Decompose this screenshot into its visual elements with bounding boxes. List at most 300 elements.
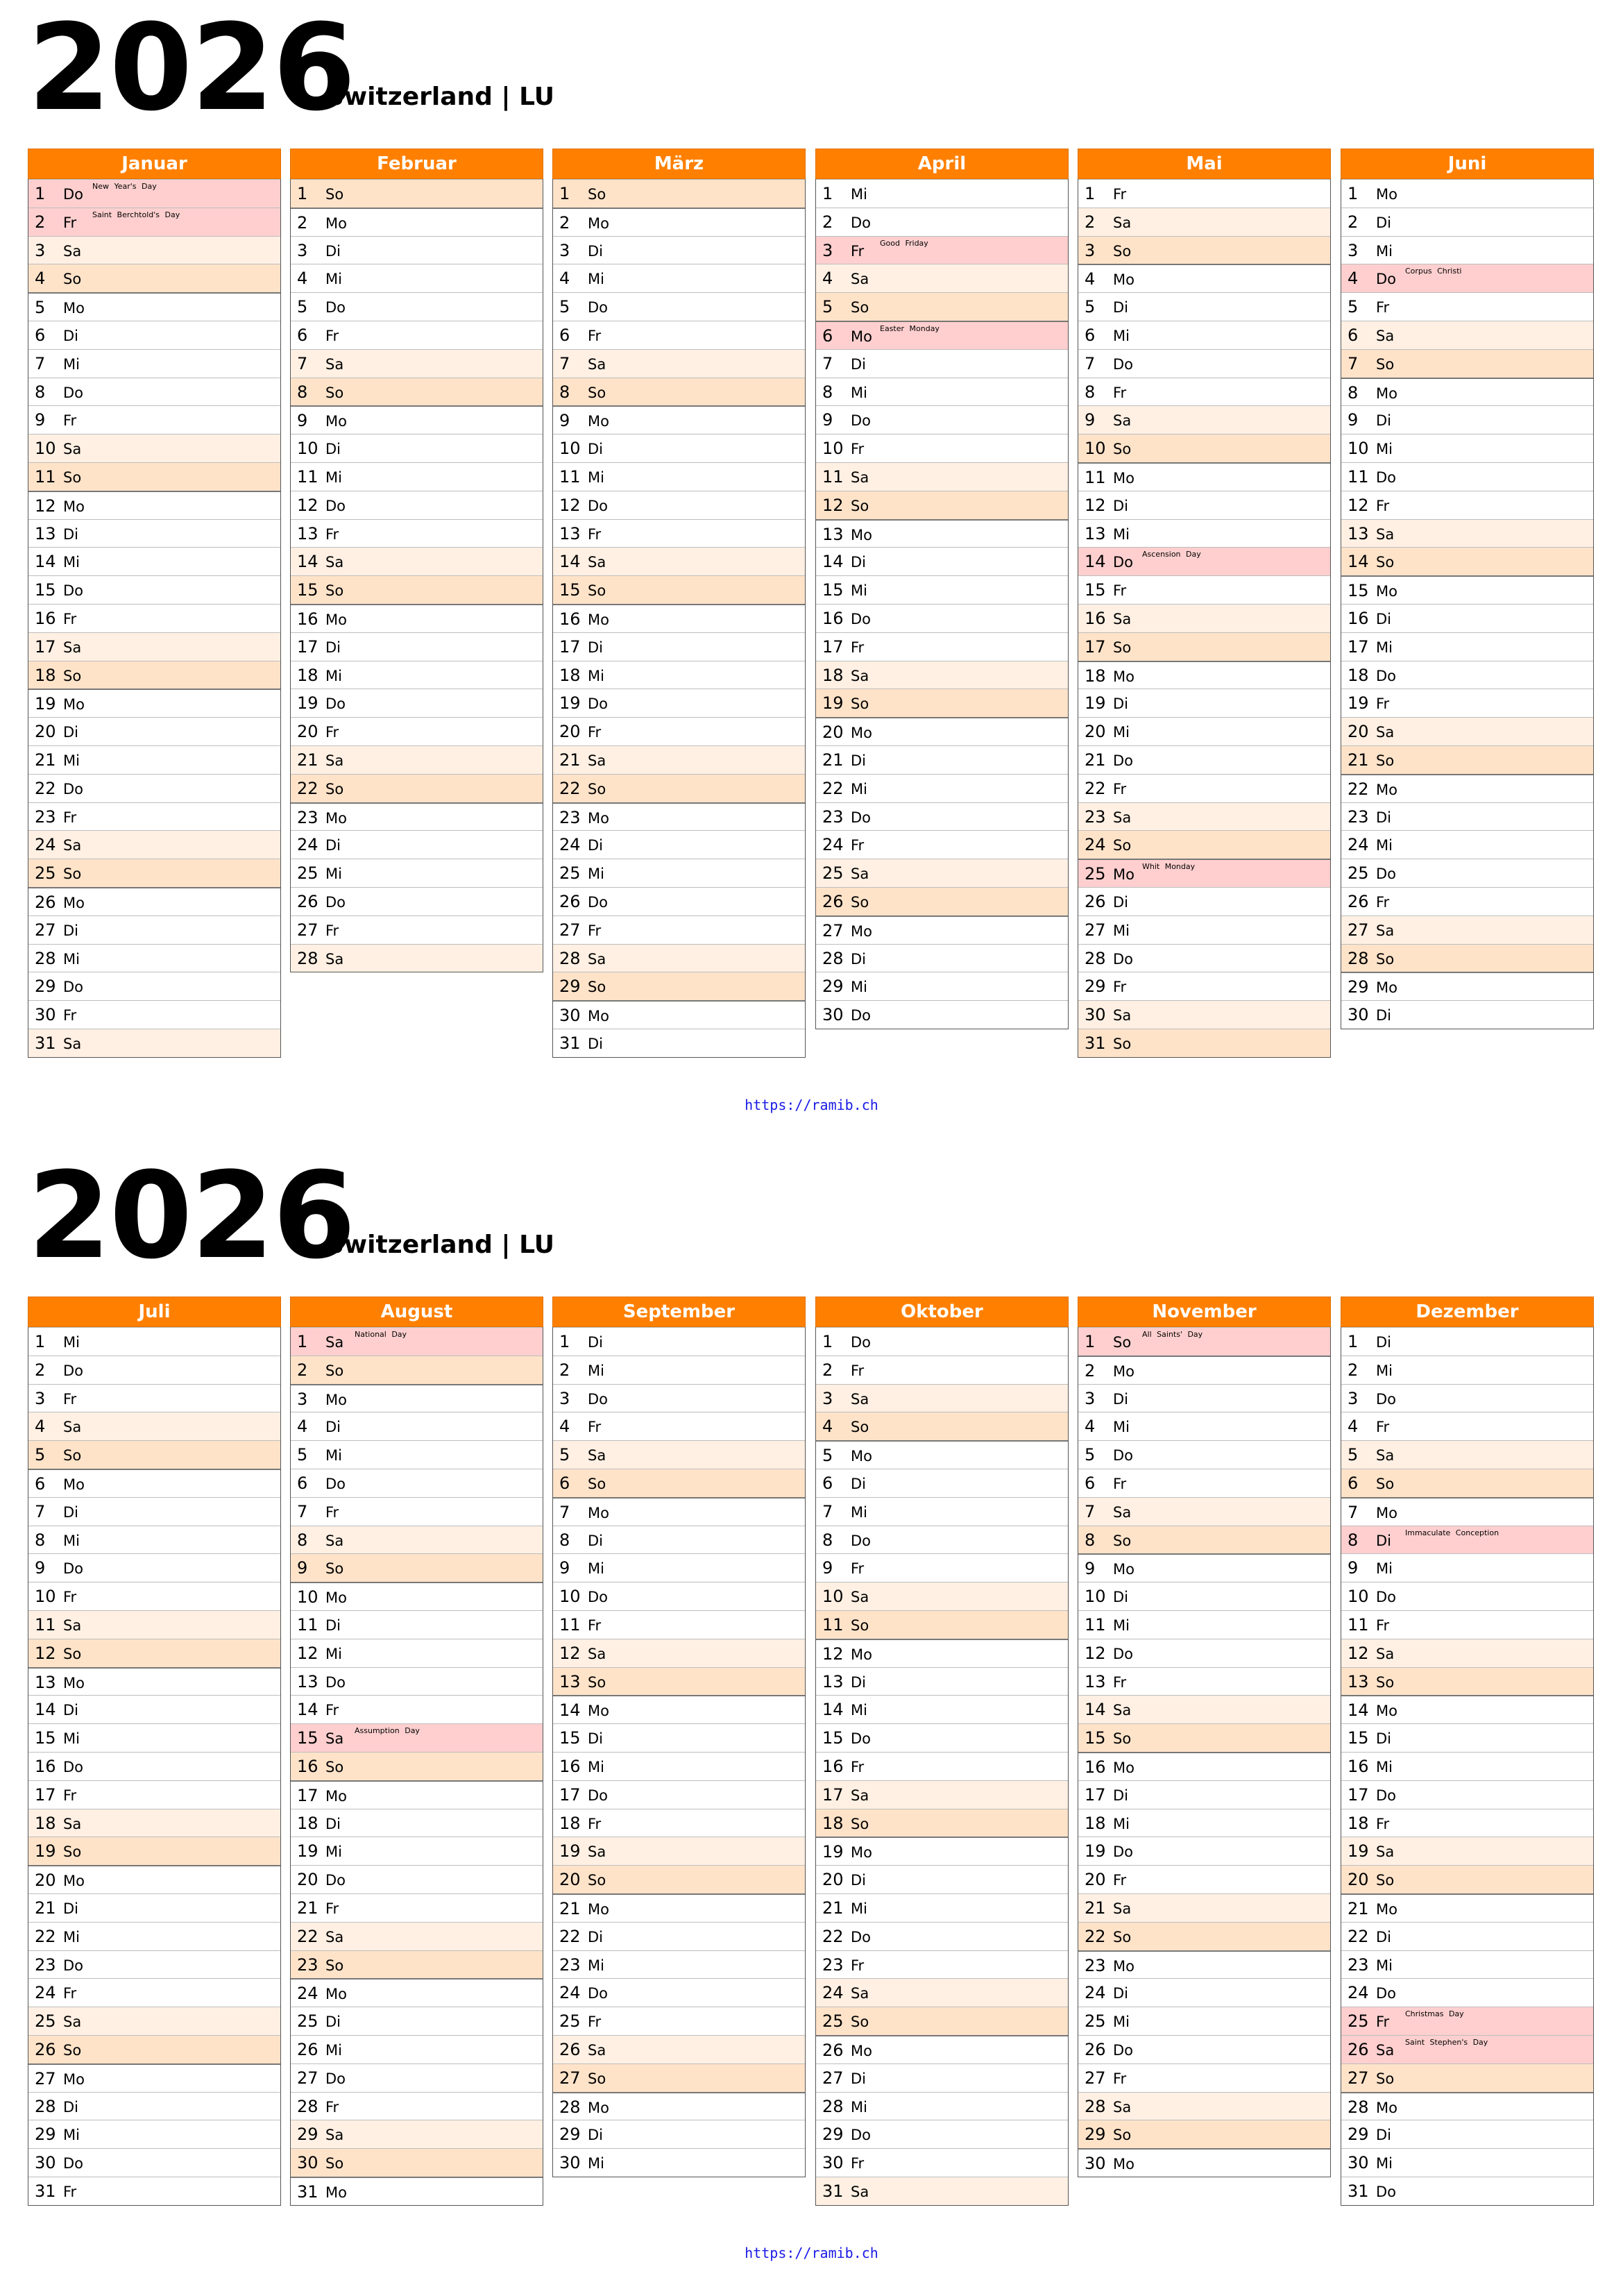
day-number: 19 xyxy=(1348,693,1369,714)
day-number: 8 xyxy=(559,382,570,402)
day-row xyxy=(291,2177,543,2205)
weekday: Do xyxy=(851,2127,872,2144)
day-number: 13 xyxy=(1348,1671,1369,1691)
weekday: Fr xyxy=(588,2014,602,2031)
weekday: Fr xyxy=(63,1589,77,1606)
day-row xyxy=(28,405,280,434)
day-row xyxy=(553,434,805,462)
weekday: Fr xyxy=(851,441,865,458)
weekday: Mi xyxy=(851,2098,867,2116)
weekday: Sa xyxy=(63,441,82,458)
day-row xyxy=(553,972,805,1000)
day-number: 21 xyxy=(1348,1898,1369,1918)
day-number: 13 xyxy=(297,1671,318,1691)
weekday: Fr xyxy=(325,525,339,543)
weekday: Mo xyxy=(851,725,872,742)
day-number: 6 xyxy=(35,1474,46,1494)
weekday: Di xyxy=(1376,610,1392,627)
day-number: 5 xyxy=(1085,1445,1096,1465)
day-row xyxy=(1341,405,1593,434)
weekday: Do xyxy=(851,1730,872,1748)
day-row xyxy=(553,2148,805,2177)
day-number: 2 xyxy=(822,1360,833,1380)
weekday: Sa xyxy=(1376,1843,1395,1861)
weekday: Di xyxy=(851,2070,867,2087)
day-row xyxy=(816,972,1068,1000)
weekday: Fr xyxy=(1113,1673,1127,1691)
day-row xyxy=(1341,859,1593,887)
day-row xyxy=(1078,1667,1330,1696)
day-number: 1 xyxy=(35,184,46,203)
day-number: 4 xyxy=(35,269,46,289)
weekday: Sa xyxy=(325,752,344,769)
region-subtitle: Switzerland | LU xyxy=(326,1231,554,1259)
day-row xyxy=(1341,179,1593,208)
day-number: 9 xyxy=(822,410,833,430)
day-row xyxy=(1078,1553,1330,1582)
day-row xyxy=(1341,632,1593,661)
day-row xyxy=(1078,179,1330,208)
day-number: 11 xyxy=(35,466,56,487)
weekday: Sa xyxy=(1376,525,1395,543)
day-row xyxy=(28,1639,280,1667)
day-number: 20 xyxy=(35,1871,56,1891)
day-number: 3 xyxy=(1085,1388,1096,1408)
day-row xyxy=(1078,1469,1330,1497)
weekday: Sa xyxy=(63,837,82,854)
weekday: Di xyxy=(325,1617,341,1634)
weekday: Sa xyxy=(1113,214,1132,231)
day-row xyxy=(28,1412,280,1440)
month-header: Februar xyxy=(290,149,543,179)
month-column xyxy=(290,1297,543,2206)
weekday: So xyxy=(1113,639,1132,656)
day-row xyxy=(1341,1809,1593,1837)
weekday: Mo xyxy=(325,809,347,827)
day-row xyxy=(1078,745,1330,774)
day-number: 27 xyxy=(35,2068,56,2088)
weekday: So xyxy=(63,866,82,883)
day-row xyxy=(816,1469,1068,1497)
day-row xyxy=(1078,1000,1330,1029)
weekday: Di xyxy=(1376,1007,1392,1024)
day-row xyxy=(28,1723,280,1752)
month-header: Juli xyxy=(28,1297,281,1327)
day-row xyxy=(553,1610,805,1639)
day-row xyxy=(1078,1723,1330,1752)
weekday: So xyxy=(851,1815,869,1832)
day-row xyxy=(1078,1809,1330,1837)
day-number: 2 xyxy=(1085,1360,1096,1381)
day-number: 27 xyxy=(35,920,56,940)
weekday: Do xyxy=(325,2070,346,2087)
day-row xyxy=(553,1356,805,1384)
holiday-name: Saint Berchtold's Day xyxy=(92,210,180,219)
weekday: Do xyxy=(1113,554,1134,571)
day-row xyxy=(553,292,805,321)
holiday-row xyxy=(28,208,280,236)
day-number: 15 xyxy=(297,1728,318,1748)
day-row xyxy=(1341,1610,1593,1639)
day-row xyxy=(28,434,280,462)
day-number: 14 xyxy=(35,552,56,572)
weekday: Mo xyxy=(325,1787,347,1805)
day-number: 16 xyxy=(559,1756,581,1776)
weekday: Di xyxy=(325,1419,341,1436)
day-row xyxy=(1078,1356,1330,1384)
weekday: Mi xyxy=(1113,327,1130,344)
weekday: Sa xyxy=(588,554,606,571)
day-number: 10 xyxy=(1085,439,1106,459)
day-number: 5 xyxy=(297,1445,308,1465)
day-row xyxy=(1078,575,1330,604)
day-row xyxy=(28,2035,280,2063)
day-row xyxy=(553,1893,805,1922)
day-row xyxy=(553,661,805,689)
weekday: Mo xyxy=(588,1008,609,1025)
day-row xyxy=(1341,1667,1593,1696)
day-number: 10 xyxy=(1085,1587,1106,1607)
day-number: 1 xyxy=(35,1332,46,1351)
weekday: Do xyxy=(1113,950,1134,968)
day-row xyxy=(1341,349,1593,378)
weekday: Sa xyxy=(1113,2098,1132,2116)
day-number: 22 xyxy=(559,778,581,798)
day-row xyxy=(28,944,280,972)
weekday: Di xyxy=(1113,497,1129,514)
weekday: Mi xyxy=(851,582,867,600)
day-number: 14 xyxy=(559,552,581,572)
holiday-name: Assumption Day xyxy=(355,1726,420,1736)
day-number: 15 xyxy=(822,1728,844,1748)
day-row xyxy=(553,689,805,717)
day-row xyxy=(291,547,543,575)
weekday: Mo xyxy=(1376,186,1397,203)
weekday: Mi xyxy=(851,1900,867,1917)
weekday: Do xyxy=(63,979,84,996)
holiday-name: Corpus Christi xyxy=(1405,267,1462,276)
day-row xyxy=(291,462,543,491)
day-number: 14 xyxy=(35,1700,56,1720)
weekday: Sa xyxy=(851,1787,869,1804)
day-row xyxy=(291,689,543,717)
day-row xyxy=(1341,972,1593,1000)
weekday: Do xyxy=(325,1475,346,1492)
day-row xyxy=(1341,321,1593,349)
day-row xyxy=(1341,1497,1593,1526)
day-row xyxy=(553,1440,805,1469)
day-number: 13 xyxy=(35,1672,56,1692)
day-number: 28 xyxy=(822,2096,844,2116)
day-row xyxy=(816,689,1068,717)
day-number: 11 xyxy=(559,1614,581,1635)
day-row xyxy=(291,2148,543,2177)
day-row xyxy=(1078,378,1330,406)
day-row xyxy=(291,2120,543,2148)
day-row xyxy=(553,1723,805,1752)
weekday: Fr xyxy=(325,327,339,344)
day-number: 9 xyxy=(559,411,570,431)
month-header: März xyxy=(552,149,806,179)
day-number: 12 xyxy=(35,496,56,516)
weekday: So xyxy=(325,384,344,401)
day-row xyxy=(28,661,280,689)
day-row xyxy=(553,575,805,604)
day-row xyxy=(1078,462,1330,491)
day-row xyxy=(1341,292,1593,321)
day-row xyxy=(28,1837,280,1865)
weekday: Sa xyxy=(588,1843,606,1861)
weekday: Mi xyxy=(325,1645,342,1662)
weekday: So xyxy=(63,469,82,486)
day-number: 29 xyxy=(297,2125,318,2145)
month-header: Dezember xyxy=(1341,1297,1594,1327)
day-number: 10 xyxy=(35,439,56,459)
day-number: 13 xyxy=(297,523,318,543)
weekday: Do xyxy=(1376,1787,1397,1804)
weekday: So xyxy=(588,2070,606,2087)
day-number: 10 xyxy=(1348,1587,1369,1607)
day-number: 20 xyxy=(35,722,56,742)
day-row xyxy=(816,887,1068,915)
day-number: 6 xyxy=(1085,325,1096,345)
day-row xyxy=(291,1780,543,1809)
day-row xyxy=(816,661,1068,689)
day-number: 8 xyxy=(822,382,833,402)
day-row xyxy=(291,745,543,774)
weekday: Mi xyxy=(63,752,80,769)
holiday-row xyxy=(1341,264,1593,292)
day-number: 18 xyxy=(297,1813,318,1833)
day-number: 3 xyxy=(297,240,308,260)
day-number: 22 xyxy=(822,1926,844,1946)
day-row xyxy=(1078,264,1330,292)
weekday: Mi xyxy=(1376,1957,1393,1974)
day-row xyxy=(1078,604,1330,632)
weekday: Do xyxy=(851,1334,872,1351)
day-number: 27 xyxy=(297,920,318,940)
holiday-row xyxy=(1078,547,1330,575)
weekday: So xyxy=(1113,1334,1132,1351)
day-number: 28 xyxy=(297,948,318,968)
day-number: 9 xyxy=(297,1558,308,1578)
day-number: 28 xyxy=(822,948,844,968)
weekday: Di xyxy=(588,242,604,260)
day-row xyxy=(1078,2063,1330,2092)
day-row xyxy=(1078,1893,1330,1922)
day-number: 8 xyxy=(559,1530,570,1550)
weekday: Mi xyxy=(325,271,342,288)
day-row xyxy=(1341,1922,1593,1950)
day-row xyxy=(1341,2148,1593,2177)
weekday: Fr xyxy=(1113,1475,1127,1492)
weekday: Sa xyxy=(1376,724,1395,741)
day-number: 2 xyxy=(1348,212,1359,232)
day-row xyxy=(1341,1950,1593,1979)
day-row xyxy=(816,1384,1068,1412)
region-subtitle: Switzerland | LU xyxy=(326,83,554,111)
day-number: 12 xyxy=(559,1643,581,1663)
day-number: 6 xyxy=(822,1473,833,1493)
day-number: 16 xyxy=(1085,608,1106,628)
day-row xyxy=(1341,1582,1593,1610)
weekday: Mi xyxy=(1113,525,1130,543)
weekday: Sa xyxy=(63,639,82,656)
day-number: 2 xyxy=(1348,1360,1359,1380)
day-row xyxy=(291,2035,543,2063)
day-row xyxy=(1078,1610,1330,1639)
day-number: 21 xyxy=(822,750,844,770)
day-number: 28 xyxy=(1085,948,1106,968)
day-row xyxy=(1341,1865,1593,1893)
day-list xyxy=(290,179,543,972)
day-number: 15 xyxy=(1085,1728,1106,1748)
day-number: 30 xyxy=(559,1006,581,1026)
day-number: 15 xyxy=(1348,581,1369,601)
day-row xyxy=(28,717,280,745)
weekday: Fr xyxy=(851,1560,865,1578)
day-number: 12 xyxy=(297,495,318,515)
day-row xyxy=(1078,1752,1330,1780)
day-number: 30 xyxy=(822,2153,844,2173)
day-row xyxy=(291,661,543,689)
day-row xyxy=(291,1469,543,1497)
day-number: 23 xyxy=(1085,1955,1106,1975)
day-number: 2 xyxy=(559,212,570,233)
day-number: 25 xyxy=(35,863,56,884)
weekday: Sa xyxy=(588,752,606,769)
day-number: 28 xyxy=(1085,2096,1106,2116)
weekday: Mo xyxy=(851,1448,872,1465)
day-number: 24 xyxy=(35,835,56,855)
day-row xyxy=(28,1893,280,1922)
weekday: Mi xyxy=(63,1334,80,1351)
day-number: 28 xyxy=(297,2096,318,2116)
day-number: 8 xyxy=(1348,382,1359,403)
weekday: Fr xyxy=(1376,299,1390,316)
day-number: 4 xyxy=(1085,1417,1096,1437)
weekday: Mi xyxy=(588,2155,604,2172)
day-number: 7 xyxy=(297,353,308,373)
day-number: 17 xyxy=(1348,636,1369,657)
weekday: Sa xyxy=(1376,922,1395,939)
month-column xyxy=(1078,149,1331,1058)
day-number: 25 xyxy=(559,2011,581,2032)
weekday: So xyxy=(588,1872,606,1889)
weekday: Do xyxy=(851,610,872,627)
day-row xyxy=(1078,1582,1330,1610)
day-number: 23 xyxy=(559,807,581,827)
weekday: Do xyxy=(63,384,84,401)
day-number: 11 xyxy=(297,466,318,487)
day-number: 5 xyxy=(822,1446,833,1466)
day-number: 5 xyxy=(1348,1445,1359,1465)
day-number: 11 xyxy=(1085,1614,1106,1635)
day-row xyxy=(1078,405,1330,434)
day-list xyxy=(552,1327,806,2177)
day-list xyxy=(552,179,806,1058)
weekday: Sa xyxy=(1376,1447,1395,1464)
weekday: Mi xyxy=(63,1532,80,1549)
day-number: 29 xyxy=(35,977,56,997)
day-number: 6 xyxy=(1085,1473,1096,1493)
weekday: So xyxy=(325,1957,344,1974)
day-row xyxy=(291,1610,543,1639)
day-row xyxy=(553,1780,805,1809)
footer-link[interactable]: https://ramib.ch xyxy=(745,2245,878,2261)
holiday-name: Christmas Day xyxy=(1405,2009,1464,2019)
weekday: So xyxy=(63,2041,82,2059)
weekday: Sa xyxy=(588,2041,606,2059)
day-number: 4 xyxy=(297,269,308,289)
day-number: 18 xyxy=(822,665,844,685)
day-row xyxy=(291,1553,543,1582)
weekday: So xyxy=(1113,2127,1132,2144)
day-number: 29 xyxy=(35,2125,56,2145)
day-number: 24 xyxy=(559,1983,581,2003)
day-number: 21 xyxy=(1085,750,1106,770)
day-row xyxy=(291,292,543,321)
day-number: 10 xyxy=(822,439,844,459)
weekday: Fr xyxy=(851,639,865,656)
day-row xyxy=(291,944,543,972)
day-row xyxy=(816,774,1068,802)
day-number: 15 xyxy=(559,580,581,600)
day-number: 19 xyxy=(35,694,56,714)
weekday: Do xyxy=(851,412,872,430)
day-number: 10 xyxy=(822,1587,844,1607)
holiday-name: Whit Monday xyxy=(1142,862,1196,872)
day-number: 6 xyxy=(559,1473,570,1493)
weekday: Sa xyxy=(1113,1007,1132,1024)
day-number: 7 xyxy=(1085,353,1096,373)
day-number: 4 xyxy=(1348,269,1359,289)
weekday: Sa xyxy=(851,2183,869,2200)
day-row xyxy=(1341,1440,1593,1469)
weekday: Fr xyxy=(588,922,602,939)
day-number: 9 xyxy=(35,410,46,430)
day-row xyxy=(553,2007,805,2035)
weekday: So xyxy=(63,1447,82,1464)
day-number: 17 xyxy=(1348,1784,1369,1805)
weekday: Di xyxy=(588,1730,604,1748)
day-number: 16 xyxy=(559,609,581,629)
footer-link[interactable]: https://ramib.ch xyxy=(745,1097,878,1113)
weekday: Fr xyxy=(851,2155,865,2172)
day-number: 10 xyxy=(559,1587,581,1607)
weekday: Sa xyxy=(63,2014,82,2031)
weekday: Mo xyxy=(63,1674,85,1691)
day-row xyxy=(1341,689,1593,717)
month-header: September xyxy=(552,1297,806,1327)
day-row xyxy=(816,1695,1068,1723)
day-number: 30 xyxy=(35,1005,56,1025)
day-row xyxy=(553,491,805,519)
day-list xyxy=(1078,1327,1331,2177)
day-number: 1 xyxy=(1348,184,1359,203)
day-number: 5 xyxy=(1085,297,1096,317)
day-row xyxy=(1078,915,1330,944)
day-number: 19 xyxy=(1085,693,1106,714)
day-number: 23 xyxy=(297,1955,318,1975)
day-row xyxy=(1078,2007,1330,2035)
day-number: 16 xyxy=(35,1756,56,1776)
day-number: 27 xyxy=(1348,920,1369,940)
day-row xyxy=(28,2120,280,2148)
month-header: November xyxy=(1078,1297,1331,1327)
day-number: 6 xyxy=(1348,1473,1359,1493)
day-row xyxy=(816,462,1068,491)
